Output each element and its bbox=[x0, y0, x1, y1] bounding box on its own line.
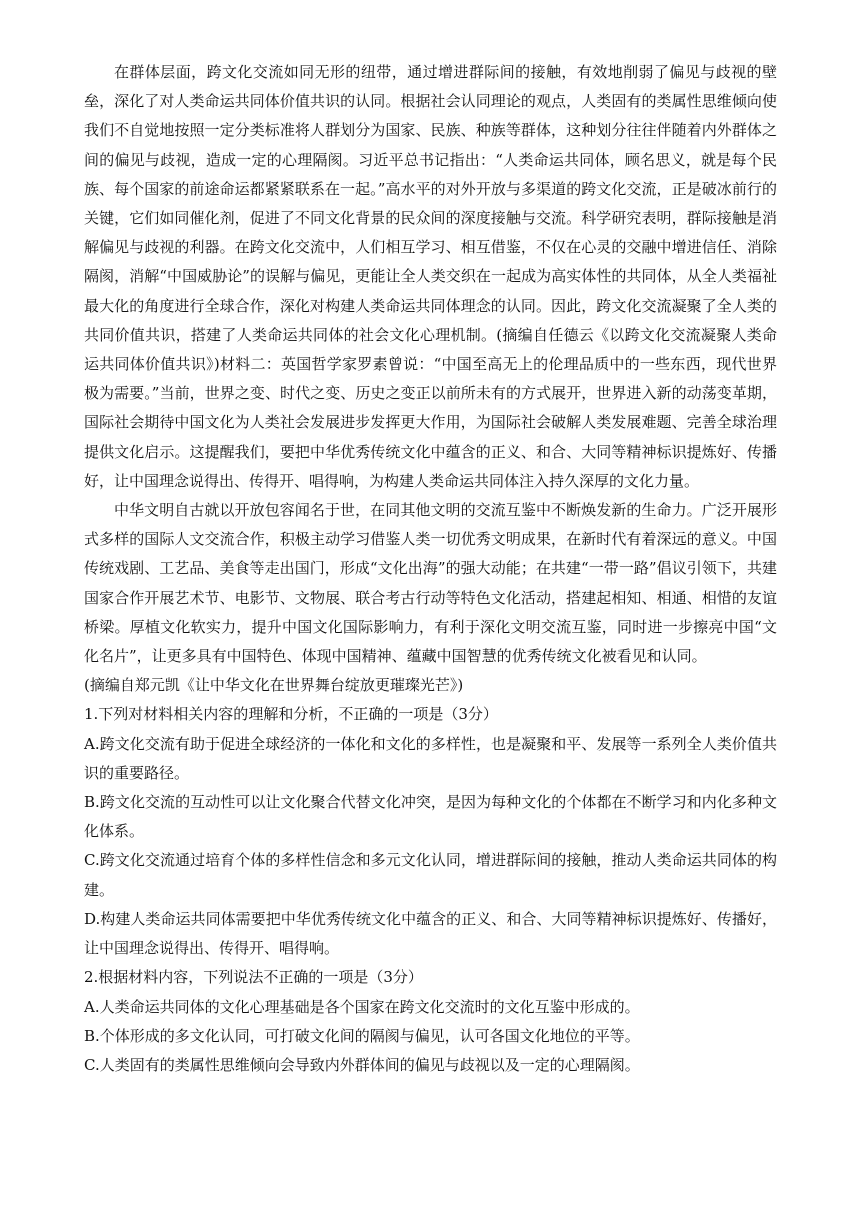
option-c: C.人类固有的类属性思维倾向会导致内外群体间的偏见与歧视以及一定的心理隔阂。 bbox=[84, 1055, 640, 1074]
question-2 bbox=[84, 963, 777, 1080]
option-a: A.跨文化交流有助于促进全球经济的一体化和文化的多样性，也是凝聚和平、发展等一系列全人类价值共识的重要路径。 bbox=[84, 734, 777, 782]
option-a: A.人类命运共同体的文化心理基础是各个国家在跨文化交流时的文化互鉴中形成的。 bbox=[84, 997, 640, 1016]
question-stem: 1.下列对材料相关内容的理解和分析，不正确的一项是（3分） bbox=[84, 705, 498, 724]
paragraph-1: 在群体层面，跨文化交流如同无形的纽带，通过增进群际间的接触，有效地削弱了偏见与歧视的壁垒，深化了对人类命运共同体价值共识的认同。根据社会认同理论的观点，人类固有的类属性思维倾向使我们不自觉地按照一定分类标准将人群划分为国家、民族、种族等群体，这种划分往往伴随着内外群体之间的偏见与歧视，造成一定的心理隔阂。习近平总书记指出：“人类命运共同体，顾名思义，就是每个民族、每个国家的前途命运都紧紧联系在一起。”高水平的对外开放与多渠道的跨文化交流，正是破冰前行的关键，它们如同催化剂，促进了不同文化背景的民众间的深度接触与交流。科学研究表明，群际接触是消解偏见与歧视的利器。在跨文化交流中，人们相互学习、相互借鉴，不仅在心灵的交融中增进信任、消除隔阂，消解“中国威胁论”的误解与偏见，更能让全人类交织在一起成为高实体性的共同体，从全人类福祉最大化的角度进行全球合作，深化对构建人类命运共同体理念的认同。因此，跨文化交流凝聚了全人类的共同价值共识，搭建了人类命运共同体的社会文化心理机制。(摘编自任德云《以跨文化交流凝聚人类命运共同体价值共识》)材料二：英国哲学家罗素曾说：“中国至高无上的伦理品质中的一些东西，现代世界极为需要。”当前，世界之变、时代之变、历史之变正以前所未有的方式展开，世界进入新的动荡变革期，国际社会期待中国文化为人类社会发展进步发挥更大作用，为国际社会破解人类发展难题、完善全球治理提供文化启示。这提醒我们，要把中华优秀传统文化中蕴含的正义、和合、大同等精神标识提炼好、传播好，让中国理念说得出、传得开、唱得响，为构建人类命运共同体注入持久深厚的文化力量。 bbox=[84, 63, 777, 490]
option-d: D.构建人类命运共同体需要把中华优秀传统文化中蕴含的正义、和合、大同等精神标识提炼好、传播好，让中国理念说得出、传得开、唱得响。 bbox=[84, 909, 777, 958]
paragraph-2: 中华文明自古就以开放包容闻名于世，在同其他文明的交流互鉴中不断焕发新的生命力。广泛开展形式多样的国际人文交流合作，积极主动学习借鉴人类一切优秀文明成果，在新时代有着深远的意义。中国传统戏剧、工艺品、美食等走出国门，形成“文化出海”的强大动能；在共建“一带一路”倡议引领下，共建国家合作开展艺术节、电影节、文物展、联合考古行动等特色文化活动，搭建起相知、相通、相惜的友谊桥梁。厚植文化软实力，提升中国文化国际影响力，有利于深化文明交流互鉴，同时进一步擦亮中国“文化名片”，让更多具有中国特色、体现中国精神、蕴藏中国智慧的优秀传统文化被看见和认同。 bbox=[84, 501, 777, 666]
source-note: (摘编自郑元凯《让中华文化在世界舞台绽放更璀璨光芒》) bbox=[84, 676, 464, 695]
option-c: C.跨文化交流通过培育个体的多样性信念和多元文化认同，增进群际间的接触，推动人类命运共同体的构建。 bbox=[84, 851, 777, 899]
document-page bbox=[84, 58, 777, 1080]
option-b: B.个体形成的多文化认同，可打破文化间的隔阂与偏见，认可各国文化地位的平等。 bbox=[84, 1026, 640, 1045]
option-b: B.跨文化交流的互动性可以让文化聚合代替文化冲突，是因为每种文化的个体都在不断学习和内化多种文化体系。 bbox=[84, 793, 777, 841]
question-1 bbox=[84, 700, 777, 963]
question-stem: 2.根据材料内容，下列说法不正确的一项是（3分） bbox=[84, 968, 423, 987]
